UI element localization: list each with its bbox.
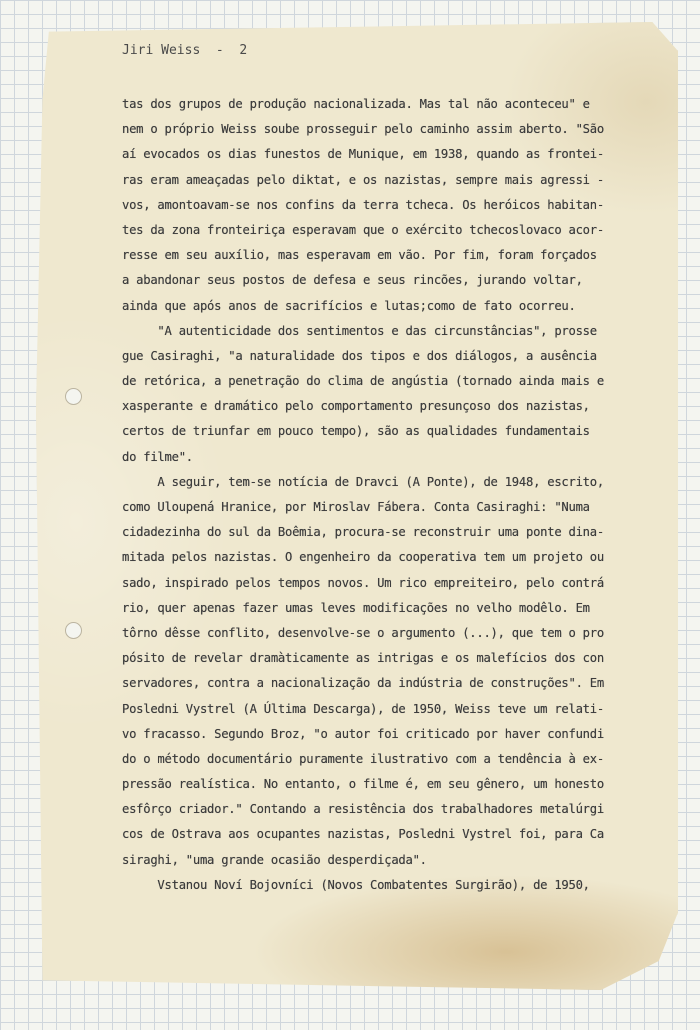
text-line: siraghi, "uma grande ocasião desperdiçada". bbox=[122, 852, 427, 867]
body-text bbox=[122, 92, 642, 898]
text-line: aí evocados os dias funestos de Munique, em 1938, quando as frontei- bbox=[122, 147, 604, 162]
text-line: cos de Ostrava aos ocupantes nazistas, Posledni Vystrel foi, para Ca bbox=[122, 827, 604, 842]
punch-hole-top bbox=[65, 388, 82, 405]
text-line: vo fracasso. Segundo Broz, "o autor foi criticado por haver confundi bbox=[122, 726, 604, 741]
text-line: tôrno dêsse conflito, desenvolve-se o argumento (...), que tem o pro bbox=[122, 625, 604, 640]
text-line: xasperante e dramático pelo comportamento presunçoso dos nazistas, bbox=[122, 399, 590, 414]
text-line: de retórica, a penetração do clima de angústia (tornado ainda mais e bbox=[122, 374, 604, 389]
text-line: vos, amontoavam-se nos confins da terra tcheca. Os heróicos habitan- bbox=[122, 197, 604, 212]
text-line: nem o próprio Weiss soube prosseguir pelo caminho assim aberto. "São bbox=[122, 122, 604, 137]
text-line: servadores, contra a nacionalização da indústria de construções". Em bbox=[122, 676, 604, 691]
text-line: como Uloupená Hranice, por Miroslav Fábera. Conta Casiraghi: "Numa bbox=[122, 500, 590, 514]
text-line: "A autenticidade dos sentimentos e das circunstâncias", prosse bbox=[122, 323, 597, 338]
text-line: resse em seu auxílio, mas esperavam em vão. Por fim, foram forçados bbox=[122, 248, 597, 263]
text-line: tas dos grupos de produção nacionalizada. Mas tal não aconteceu" e bbox=[122, 97, 590, 111]
text-line: Posledni Vystrel (A Última Descarga), de 1950, Weiss teve um relati- bbox=[122, 701, 604, 716]
text-line: cidadezinha do sul da Boêmia, procura-se reconstruir uma ponte dina- bbox=[122, 525, 604, 540]
text-line: A seguir, tem-se notícia de Dravci (A Ponte), de 1948, escrito, bbox=[122, 474, 604, 489]
text-line: rio, quer apenas fazer umas leves modificações no velho modêlo. Em bbox=[122, 600, 590, 615]
text-line: gue Casiraghi, "a naturalidade dos tipos e dos diálogos, a ausência bbox=[122, 348, 597, 363]
text-line: pósito de revelar dramàticamente as intrigas e os malefícios dos con bbox=[122, 651, 604, 666]
page-header: Jiri Weiss - 2 bbox=[122, 43, 248, 58]
text-line: mitada pelos nazistas. O engenheiro da cooperativa tem um projeto ou bbox=[122, 550, 604, 565]
text-line: esfôrço criador." Contando a resistência dos trabalhadores metalúrgi bbox=[122, 802, 604, 817]
text-line: pressão realística. No entanto, o filme é, em seu gênero, um honesto bbox=[122, 777, 604, 792]
text-line: Vstanou Noví Bojovníci (Novos Combatentes Surgirão), de 1950, bbox=[122, 877, 590, 892]
text-line: certos de triunfar em pouco tempo), são as qualidades fundamentais bbox=[122, 424, 590, 439]
text-line: ras eram ameaçadas pelo diktat, e os nazistas, sempre mais agressi - bbox=[122, 172, 604, 187]
text-line: ainda que após anos de sacrifícios e lutas;como de fato ocorreu. bbox=[122, 298, 576, 313]
text-line: do filme". bbox=[122, 449, 193, 464]
punch-hole-bottom bbox=[65, 622, 82, 639]
text-line: a abandonar seus postos de defesa e seus rincões, jurando voltar, bbox=[122, 273, 583, 288]
text-line: tes da zona fronteiriça esperavam que o exército tchecoslovaco acor- bbox=[122, 222, 604, 237]
text-line: sado, inspirado pelos tempos novos. Um rico empreiteiro, pelo contrá bbox=[122, 575, 604, 590]
text-line: do o método documentário puramente ilustrativo com a tendência à ex- bbox=[122, 751, 604, 766]
